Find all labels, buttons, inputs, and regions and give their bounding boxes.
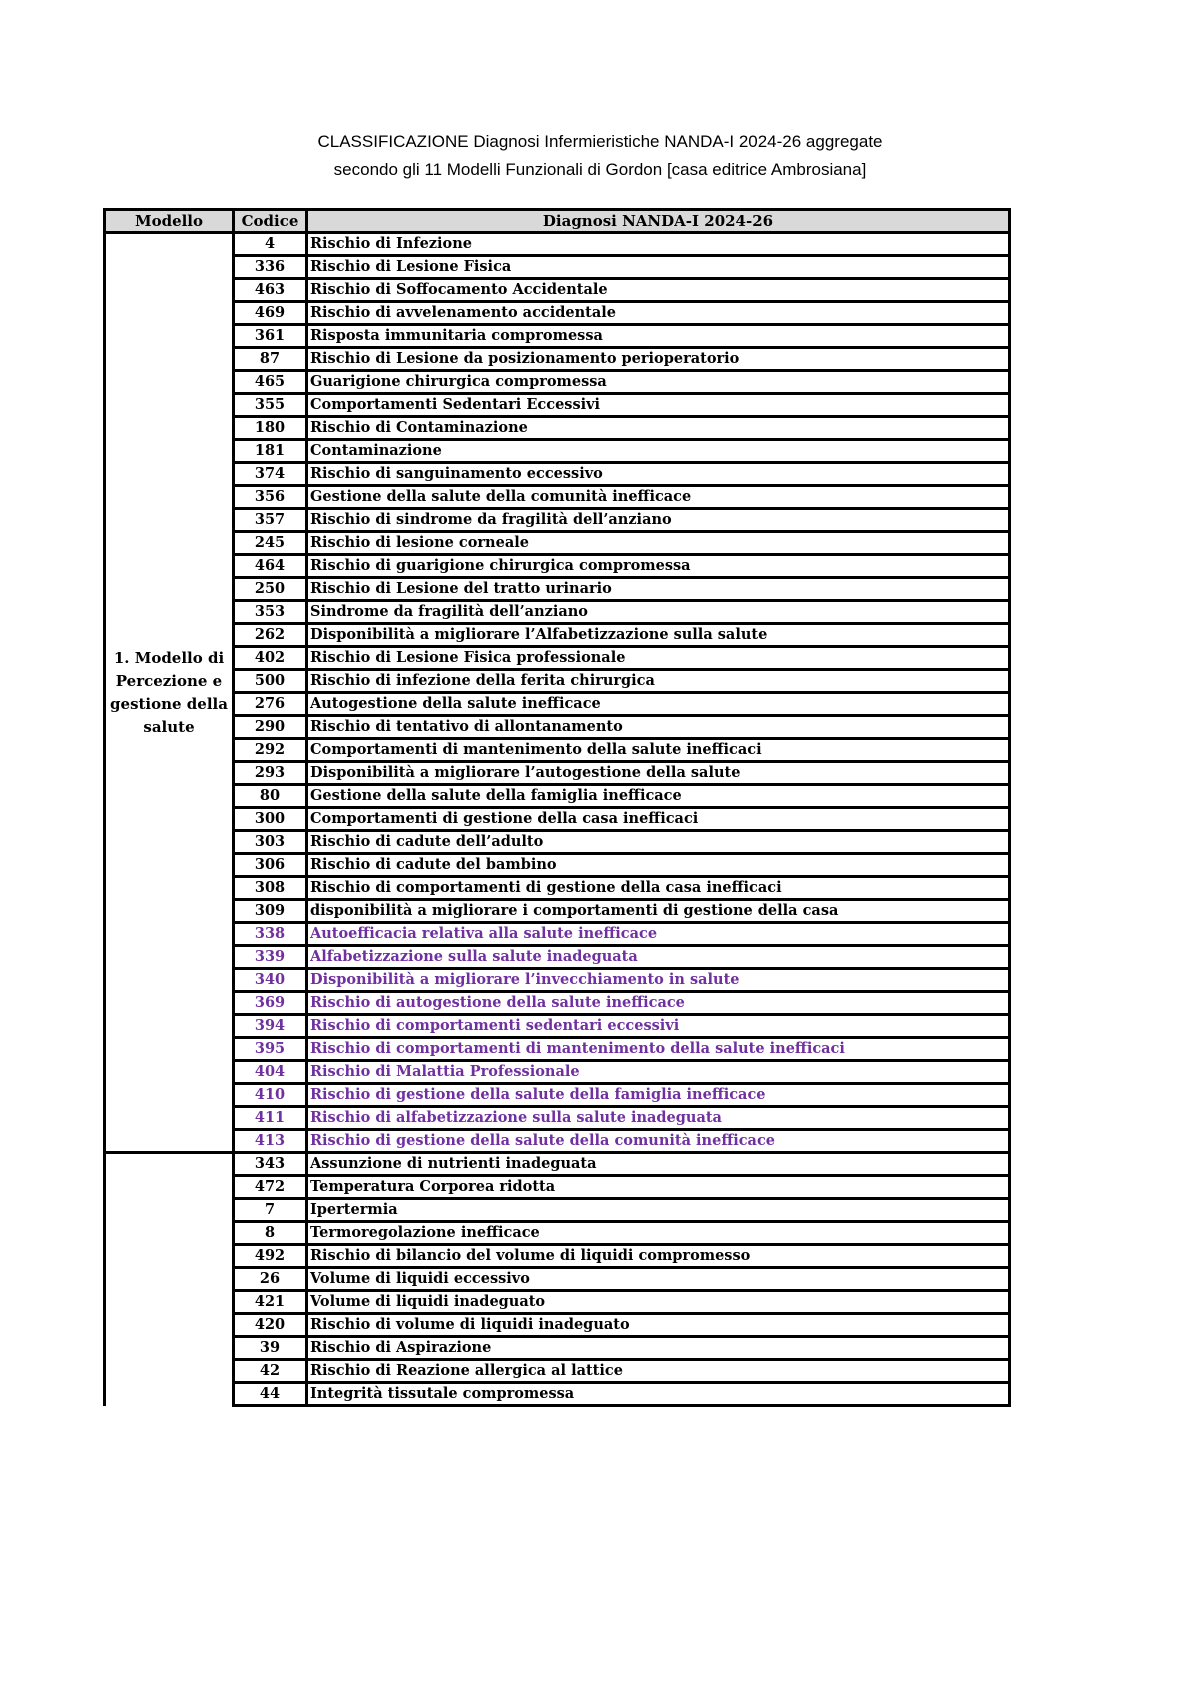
diagnosis-cell: Rischio di comportamenti di mantenimento della salute inefficaci (307, 1038, 1010, 1061)
code-cell: 469 (234, 302, 307, 325)
table-row (105, 1222, 1010, 1245)
table-body (105, 233, 1010, 1406)
diagnosis-cell: Volume di liquidi eccessivo (307, 1268, 1010, 1291)
table-row (105, 624, 1010, 647)
code-cell: 181 (234, 440, 307, 463)
table-row (105, 348, 1010, 371)
code-cell: 309 (234, 900, 307, 923)
table-row (105, 1291, 1010, 1314)
diagnosis-cell: Rischio di Malattia Professionale (307, 1061, 1010, 1084)
diagnosis-cell: Autoefficacia relativa alla salute inefficace (307, 923, 1010, 946)
diagnosis-cell: Guarigione chirurgica compromessa (307, 371, 1010, 394)
code-cell: 336 (234, 256, 307, 279)
code-cell: 472 (234, 1176, 307, 1199)
code-cell: 7 (234, 1199, 307, 1222)
table-row (105, 1268, 1010, 1291)
diagnosis-cell: Comportamenti di gestione della casa inefficaci (307, 808, 1010, 831)
code-cell: 338 (234, 923, 307, 946)
table-row (105, 394, 1010, 417)
code-cell: 262 (234, 624, 307, 647)
table-row (105, 325, 1010, 348)
table-row (105, 854, 1010, 877)
code-cell: 465 (234, 371, 307, 394)
code-cell: 44 (234, 1383, 307, 1406)
diagnosis-cell: Volume di liquidi inadeguato (307, 1291, 1010, 1314)
code-cell: 245 (234, 532, 307, 555)
nanda-classification-table (103, 208, 1011, 1407)
diagnosis-cell: Disponibilità a migliorare l’autogestione della salute (307, 762, 1010, 785)
diagnosis-cell: Temperatura Corporea ridotta (307, 1176, 1010, 1199)
table-row (105, 1176, 1010, 1199)
code-cell: 361 (234, 325, 307, 348)
code-cell: 356 (234, 486, 307, 509)
table-row (105, 1314, 1010, 1337)
diagnosis-cell: Rischio di sindrome da fragilità dell’anziano (307, 509, 1010, 532)
table-row (105, 601, 1010, 624)
code-cell: 80 (234, 785, 307, 808)
table-row (105, 1107, 1010, 1130)
diagnosis-cell: Rischio di gestione della salute della famiglia inefficace (307, 1084, 1010, 1107)
document-title (0, 128, 1200, 184)
table-row (105, 716, 1010, 739)
diagnosis-cell: Comportamenti Sedentari Eccessivi (307, 394, 1010, 417)
code-cell: 290 (234, 716, 307, 739)
diagnosis-cell: Sindrome da fragilità dell’anziano (307, 601, 1010, 624)
table-row (105, 762, 1010, 785)
diagnosis-cell: Rischio di tentativo di allontanamento (307, 716, 1010, 739)
table-row (105, 1130, 1010, 1153)
table-row (105, 1061, 1010, 1084)
table-row (105, 1199, 1010, 1222)
code-cell: 355 (234, 394, 307, 417)
code-cell: 463 (234, 279, 307, 302)
diagnosis-cell: Autogestione della salute inefficace (307, 693, 1010, 716)
code-cell: 8 (234, 1222, 307, 1245)
code-cell: 410 (234, 1084, 307, 1107)
diagnosis-cell: Rischio di Infezione (307, 233, 1010, 256)
table-row (105, 900, 1010, 923)
code-cell: 420 (234, 1314, 307, 1337)
table-row (105, 1153, 1010, 1176)
table-row (105, 1383, 1010, 1406)
table-row (105, 532, 1010, 555)
code-cell: 293 (234, 762, 307, 785)
table-row (105, 486, 1010, 509)
table-row (105, 992, 1010, 1015)
code-cell: 42 (234, 1360, 307, 1383)
diagnosis-cell: Rischio di sanguinamento eccessivo (307, 463, 1010, 486)
title-line-2: secondo gli 11 Modelli Funzionali di Gordon [casa editrice Ambrosiana] (333, 160, 867, 179)
code-cell: 39 (234, 1337, 307, 1360)
table-row (105, 1245, 1010, 1268)
table-row (105, 808, 1010, 831)
diagnosis-cell: Rischio di Soffocamento Accidentale (307, 279, 1010, 302)
code-cell: 340 (234, 969, 307, 992)
code-cell: 276 (234, 693, 307, 716)
diagnosis-cell: Rischio di lesione corneale (307, 532, 1010, 555)
diagnosis-cell: Assunzione di nutrienti inadeguata (307, 1153, 1010, 1176)
diagnosis-cell: Rischio di cadute del bambino (307, 854, 1010, 877)
table-header-row (105, 210, 1010, 233)
code-cell: 306 (234, 854, 307, 877)
code-cell: 413 (234, 1130, 307, 1153)
diagnosis-cell: Rischio di Lesione Fisica (307, 256, 1010, 279)
table-row (105, 1015, 1010, 1038)
diagnosis-cell: Risposta immunitaria compromessa (307, 325, 1010, 348)
diagnosis-cell: Rischio di avvelenamento accidentale (307, 302, 1010, 325)
table-row (105, 1084, 1010, 1107)
code-cell: 180 (234, 417, 307, 440)
code-cell: 404 (234, 1061, 307, 1084)
diagnosis-cell: Rischio di gestione della salute della comunità inefficace (307, 1130, 1010, 1153)
code-cell: 492 (234, 1245, 307, 1268)
code-cell: 421 (234, 1291, 307, 1314)
code-cell: 395 (234, 1038, 307, 1061)
code-cell: 343 (234, 1153, 307, 1176)
diagnosis-cell: Alfabetizzazione sulla salute inadeguata (307, 946, 1010, 969)
table-row (105, 785, 1010, 808)
diagnosis-cell: Rischio di Lesione da posizionamento perioperatorio (307, 348, 1010, 371)
code-cell: 87 (234, 348, 307, 371)
table-row (105, 509, 1010, 532)
table-row (105, 371, 1010, 394)
code-cell: 394 (234, 1015, 307, 1038)
code-cell: 303 (234, 831, 307, 854)
diagnosis-cell: Ipertermia (307, 1199, 1010, 1222)
diagnosis-cell: Rischio di autogestione della salute inefficace (307, 992, 1010, 1015)
table-row (105, 302, 1010, 325)
code-cell: 500 (234, 670, 307, 693)
table-row (105, 923, 1010, 946)
diagnosis-cell: Rischio di comportamenti di gestione della casa inefficaci (307, 877, 1010, 900)
table-row (105, 1360, 1010, 1383)
header-model: Modello (105, 210, 234, 233)
table-row (105, 739, 1010, 762)
diagnosis-cell: Rischio di Lesione del tratto urinario (307, 578, 1010, 601)
diagnosis-cell: Rischio di guarigione chirurgica compromessa (307, 555, 1010, 578)
diagnosis-cell: Comportamenti di mantenimento della salute inefficaci (307, 739, 1010, 762)
diagnosis-cell: disponibilità a migliorare i comportamenti di gestione della casa (307, 900, 1010, 923)
code-cell: 411 (234, 1107, 307, 1130)
code-cell: 292 (234, 739, 307, 762)
table-row (105, 693, 1010, 716)
diagnosis-cell: Rischio di infezione della ferita chirurgica (307, 670, 1010, 693)
table-row (105, 877, 1010, 900)
diagnosis-cell: Disponibilità a migliorare l’Alfabetizzazione sulla salute (307, 624, 1010, 647)
diagnosis-cell: Rischio di volume di liquidi inadeguato (307, 1314, 1010, 1337)
model-cell (105, 1153, 234, 1406)
code-cell: 250 (234, 578, 307, 601)
diagnosis-cell: Contaminazione (307, 440, 1010, 463)
table-row (105, 440, 1010, 463)
code-cell: 357 (234, 509, 307, 532)
diagnosis-cell: Rischio di Contaminazione (307, 417, 1010, 440)
code-cell: 308 (234, 877, 307, 900)
code-cell: 339 (234, 946, 307, 969)
code-cell: 26 (234, 1268, 307, 1291)
header-diagnosis: Diagnosi NANDA-I 2024-26 (307, 210, 1010, 233)
diagnosis-cell: Rischio di Lesione Fisica professionale (307, 647, 1010, 670)
title-line-1: CLASSIFICAZIONE Diagnosi Infermieristiche NANDA-I 2024-26 aggregate (317, 132, 883, 151)
table-row (105, 417, 1010, 440)
code-cell: 4 (234, 233, 307, 256)
code-cell: 300 (234, 808, 307, 831)
table-row (105, 670, 1010, 693)
diagnosis-cell: Integrità tissutale compromessa (307, 1383, 1010, 1406)
table-row (105, 233, 1010, 256)
model-cell: 1. Modello di Percezione e gestione della salute (105, 233, 234, 1153)
code-cell: 374 (234, 463, 307, 486)
code-cell: 464 (234, 555, 307, 578)
code-cell: 353 (234, 601, 307, 624)
table-row (105, 1337, 1010, 1360)
header-code: Codice (234, 210, 307, 233)
diagnosis-cell: Termoregolazione inefficace (307, 1222, 1010, 1245)
diagnosis-cell: Gestione della salute della famiglia inefficace (307, 785, 1010, 808)
diagnosis-cell: Rischio di alfabetizzazione sulla salute inadeguata (307, 1107, 1010, 1130)
table-row (105, 946, 1010, 969)
diagnosis-cell: Rischio di cadute dell’adulto (307, 831, 1010, 854)
diagnosis-cell: Rischio di comportamenti sedentari eccessivi (307, 1015, 1010, 1038)
table-row (105, 647, 1010, 670)
table-row (105, 279, 1010, 302)
table-row (105, 256, 1010, 279)
table-row (105, 969, 1010, 992)
diagnosis-cell: Disponibilità a migliorare l’invecchiamento in salute (307, 969, 1010, 992)
diagnosis-cell: Rischio di bilancio del volume di liquidi compromesso (307, 1245, 1010, 1268)
diagnosis-cell: Gestione della salute della comunità inefficace (307, 486, 1010, 509)
table-row (105, 463, 1010, 486)
table-row (105, 555, 1010, 578)
table-row (105, 831, 1010, 854)
diagnosis-cell: Rischio di Reazione allergica al lattice (307, 1360, 1010, 1383)
table-row (105, 578, 1010, 601)
diagnosis-cell: Rischio di Aspirazione (307, 1337, 1010, 1360)
table-row (105, 1038, 1010, 1061)
code-cell: 402 (234, 647, 307, 670)
code-cell: 369 (234, 992, 307, 1015)
